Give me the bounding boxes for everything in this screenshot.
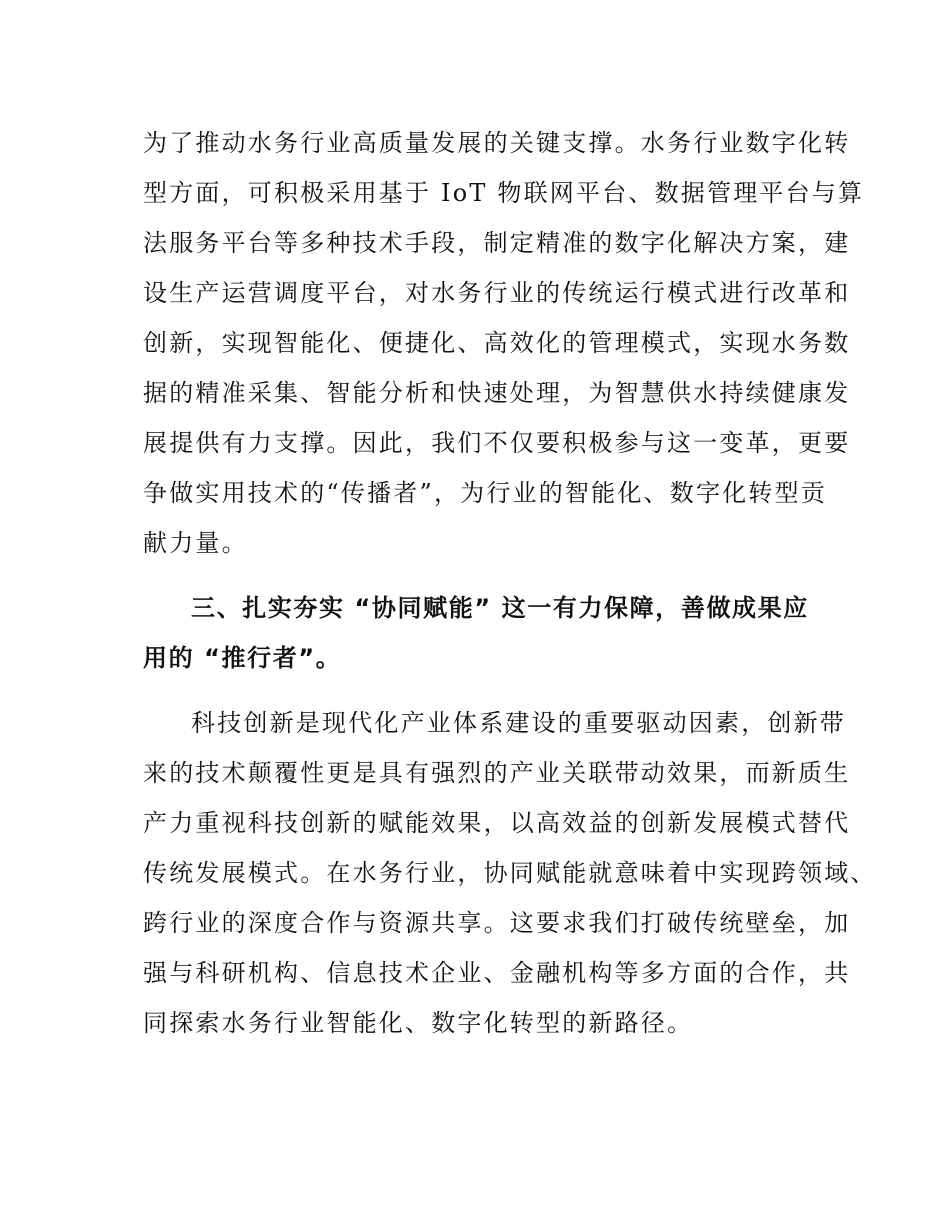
paragraph-2-line: 科技创新是现代化产业体系建设的重要驱动因素，创新带 [191,709,846,737]
paragraph-2-line: 强与科研机构、信息技术企业、金融机构等多方面的合作，共 [143,959,851,987]
paragraph-1-line: 设生产运营调度平台，对水务行业的传统运行模式进行改革和 [143,279,851,307]
section-heading-3-cont: 用的 “推行者”。 [143,644,342,672]
paragraph-1-line: 争做实用技术的“传播者”，为行业的智能化、数字化转型贡 [143,479,827,507]
paragraph-1-line: 据的精准采集、智能分析和快速处理，为智慧供水持续健康发 [143,379,851,407]
paragraph-2-line: 跨行业的深度合作与资源共享。这要求我们打破传统壁垒，加 [143,909,851,937]
paragraph-2-line: 同探索水务行业智能化、数字化转型的新路径。 [143,1009,694,1037]
paragraph-1-line: 为了推动水务行业高质量发展的关键支撑。水务行业数字化转 [143,129,851,157]
paragraph-1-line: 法服务平台等多种技术手段，制定精准的数字化解决方案，建 [143,229,851,257]
paragraph-2-line: 传统发展模式。在水务行业，协同赋能就意味着中实现跨领域、 [143,859,877,887]
paragraph-1-line: 展提供有力支撑。因此，我们不仅要积极参与这一变革，更要 [143,429,851,457]
paragraph-2-line: 来的技术颠覆性更是具有强烈的产业关联带动效果，而新质生 [143,759,851,787]
paragraph-2-line: 产力重视科技创新的赋能效果，以高效益的创新发展模式替代 [143,809,851,837]
paragraph-1-line: 献力量。 [143,529,248,557]
section-heading-3: 三、扎实夯实 “协同赋能” 这一有力保障，善做成果应 [191,594,809,622]
paragraph-1-line: 型方面，可积极采用基于 IoT 物联网平台、数据管理平台与算 [143,179,865,207]
paragraph-1-line: 创新，实现智能化、便捷化、高效化的管理模式，实现水务数 [143,329,851,357]
